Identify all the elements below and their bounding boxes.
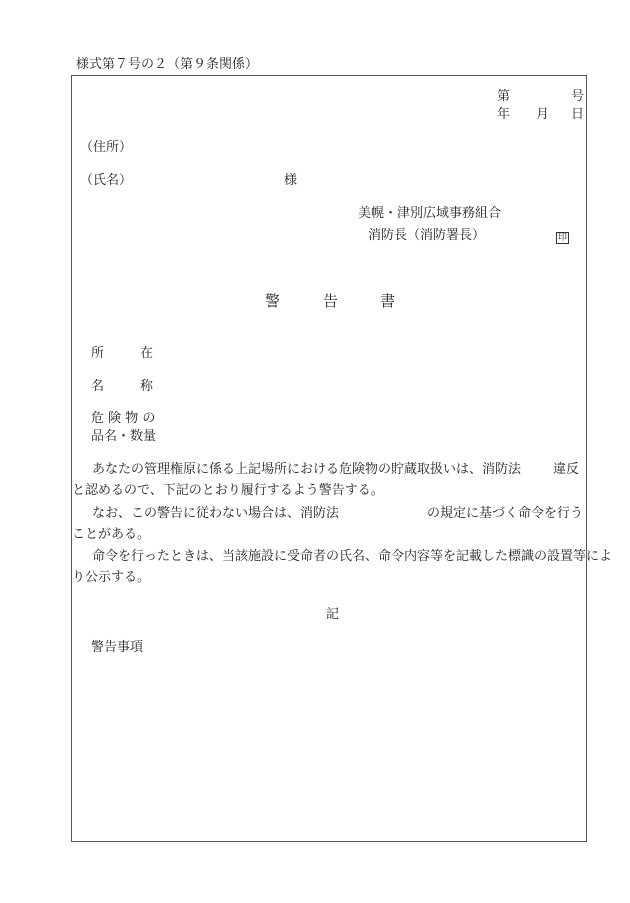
hazmat-label-2: 品名・数量 bbox=[91, 429, 157, 444]
form-label: 様式第７号の２（第９条関係） bbox=[76, 57, 259, 72]
date-month: 月 bbox=[536, 107, 550, 122]
note-heading: 記 bbox=[326, 607, 340, 622]
body-p3-line1: 命令を行ったときは、当該施設に受命者の氏名、命令内容等を記載した標識の設置等によ bbox=[92, 549, 613, 564]
body-p2-line1a: なお、この警告に従わない場合は、消防法 bbox=[92, 506, 340, 521]
body-p1-end: 違反 bbox=[553, 462, 580, 477]
warning-items-label: 警告事項 bbox=[91, 640, 144, 655]
body-p2-line2: ことがある。 bbox=[72, 527, 151, 542]
issuer-title: 消防長（消防署長） bbox=[368, 228, 486, 243]
body-p2-line1b: の規定に基づく命令を行う bbox=[427, 506, 584, 521]
number-prefix: 第 bbox=[497, 89, 511, 104]
doc-title-2: 告 bbox=[323, 292, 339, 310]
name-label: （氏名） bbox=[80, 173, 133, 188]
location-label-2: 在 bbox=[140, 346, 154, 361]
date-year: 年 bbox=[497, 107, 511, 122]
doc-title-1: 警 bbox=[265, 292, 281, 310]
honorific: 様 bbox=[284, 173, 298, 188]
address-label: （住所） bbox=[80, 140, 133, 155]
issuer-org: 美幌・津別広域事務組合 bbox=[358, 206, 502, 221]
seal-mark: 印 bbox=[558, 233, 568, 243]
location-label-1: 所 bbox=[91, 346, 105, 361]
body-p3-line2: り公示する。 bbox=[72, 570, 151, 585]
number-suffix: 号 bbox=[571, 89, 585, 104]
document-frame bbox=[71, 75, 587, 842]
body-p1-line1: あなたの管理権原に係る上記場所における危険物の貯蔵取扱いは、消防法 bbox=[92, 462, 522, 477]
body-p1-line2: と認めるので、下記のとおり履行するよう警告する。 bbox=[72, 483, 384, 498]
doc-title-3: 書 bbox=[380, 292, 396, 310]
hazmat-label-1: 危 険 物 の bbox=[91, 411, 156, 426]
facility-name-label-1: 名 bbox=[91, 379, 105, 394]
date-day: 日 bbox=[571, 107, 585, 122]
facility-name-label-2: 称 bbox=[140, 379, 154, 394]
